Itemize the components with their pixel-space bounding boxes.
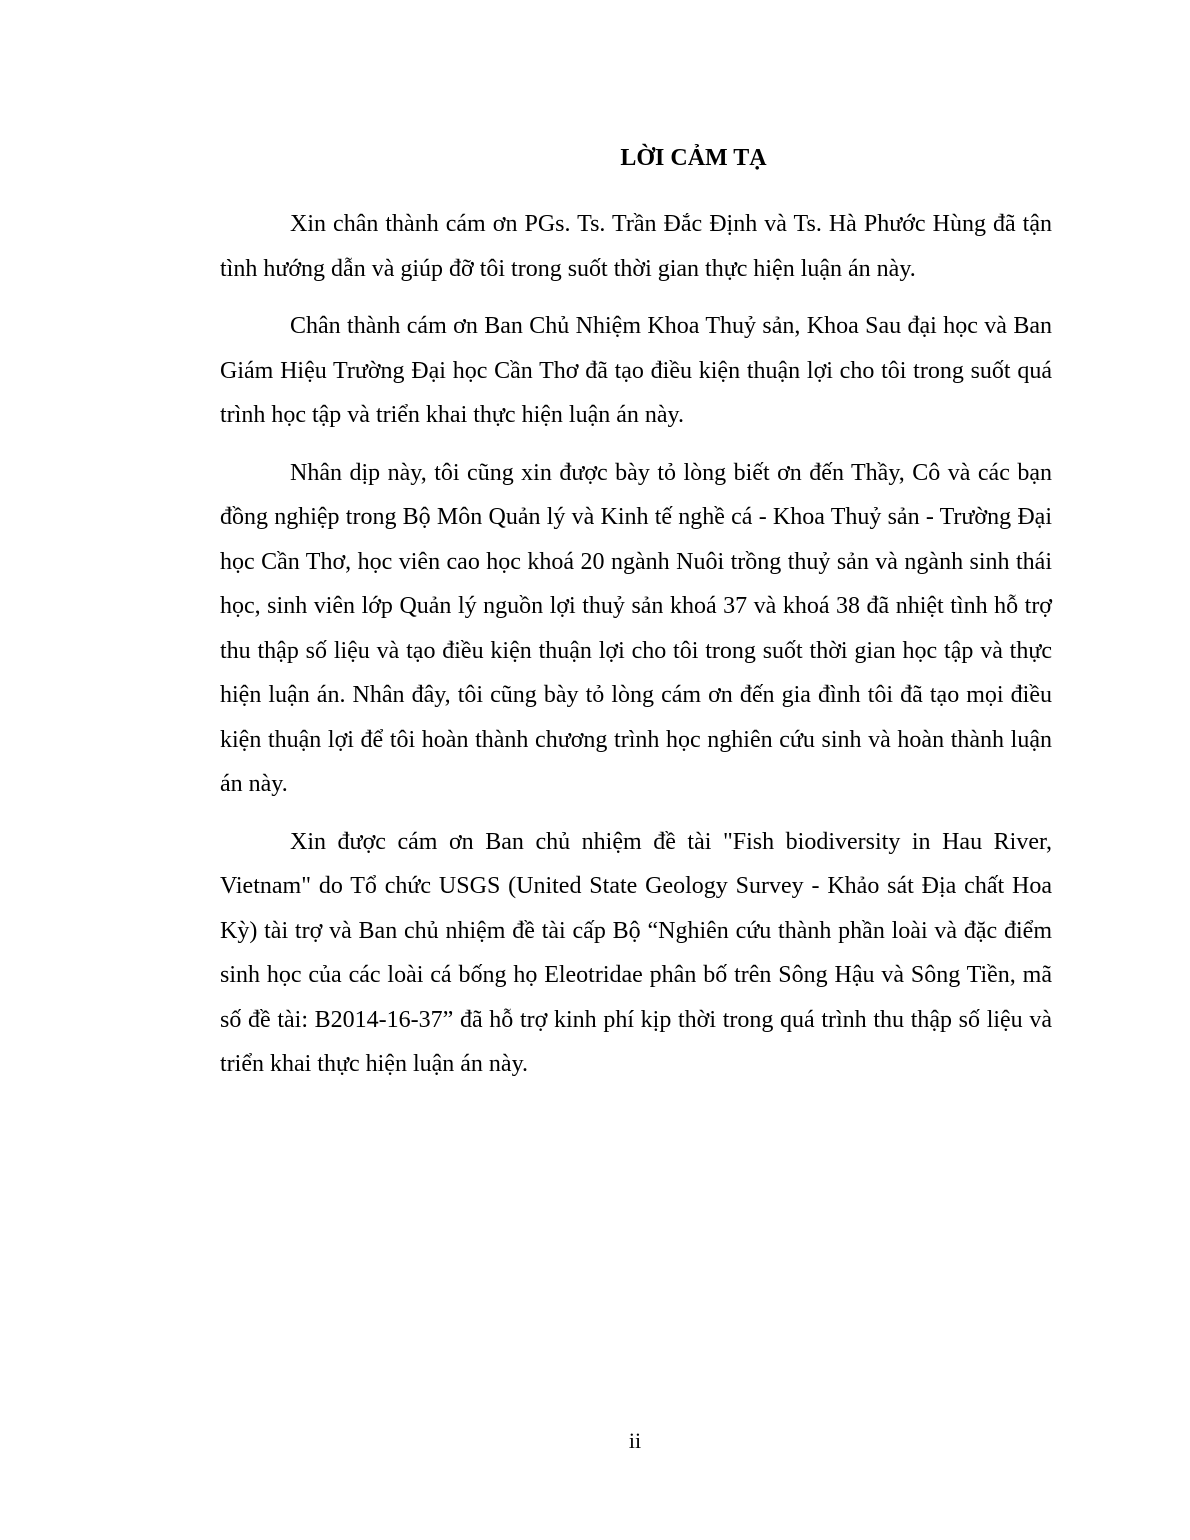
acknowledgement-body	[220, 202, 1052, 1100]
paragraph-1: Xin chân thành cám ơn PGs. Ts. Trần Đắc Định và Ts. Hà Phước Hùng đã tận tình hướng dẫn và giúp đỡ tôi trong suốt thời gian thực hiện luận án này.	[220, 211, 1052, 282]
page-title: LỜI CẢM TẠ	[620, 145, 767, 171]
paragraph-4: Xin được cám ơn Ban chủ nhiệm đề tài "Fish biodiversity in Hau River, Vietnam" do Tổ chức USGS (United State Geology Survey - Khảo sát Địa chất Hoa Kỳ) tài trợ và Ban chủ nhiệm đề tài cấp Bộ “Nghiên cứu thành phần loài và đặc điểm sinh học của các loài cá bống họ Eleotridae phân bố trên Sông Hậu và Sông Tiền, mã số đề tài: B2014-16-37” đã hỗ trợ kinh phí kịp thời trong quá trình thu thập số liệu và triển khai thực hiện luận án này.	[220, 828, 1052, 1077]
paragraph-3: Nhân dịp này, tôi cũng xin được bày tỏ lòng biết ơn đến Thầy, Cô và các bạn đồng nghiệp trong Bộ Môn Quản lý và Kinh tế nghề cá - Khoa Thuỷ sản - Trường Đại học Cần Thơ, học viên cao học khoá 20 ngành Nuôi trồng thuỷ sản và ngành sinh thái học, sinh viên lớp Quản lý nguồn lợi thuỷ sản khoá 37 và khoá 38 đã nhiệt tình hỗ trợ thu thập số liệu và tạo điều kiện thuận lợi cho tôi trong suốt thời gian học tập và thực hiện luận án. Nhân đây, tôi cũng bày tỏ lòng cám ơn đến gia đình tôi đã tạo mọi điều kiện thuận lợi để tôi hoàn thành chương trình học nghiên cứu sinh và hoàn thành luận án này.	[220, 459, 1052, 797]
page-number: ii	[628, 1428, 642, 1453]
paragraph-2: Chân thành cám ơn Ban Chủ Nhiệm Khoa Thuỷ sản, Khoa Sau đại học và Ban Giám Hiệu Trường Đại học Cần Thơ đã tạo điều kiện thuận lợi cho tôi trong suốt quá trình học tập và triển khai thực hiện luận án này.	[220, 313, 1052, 428]
